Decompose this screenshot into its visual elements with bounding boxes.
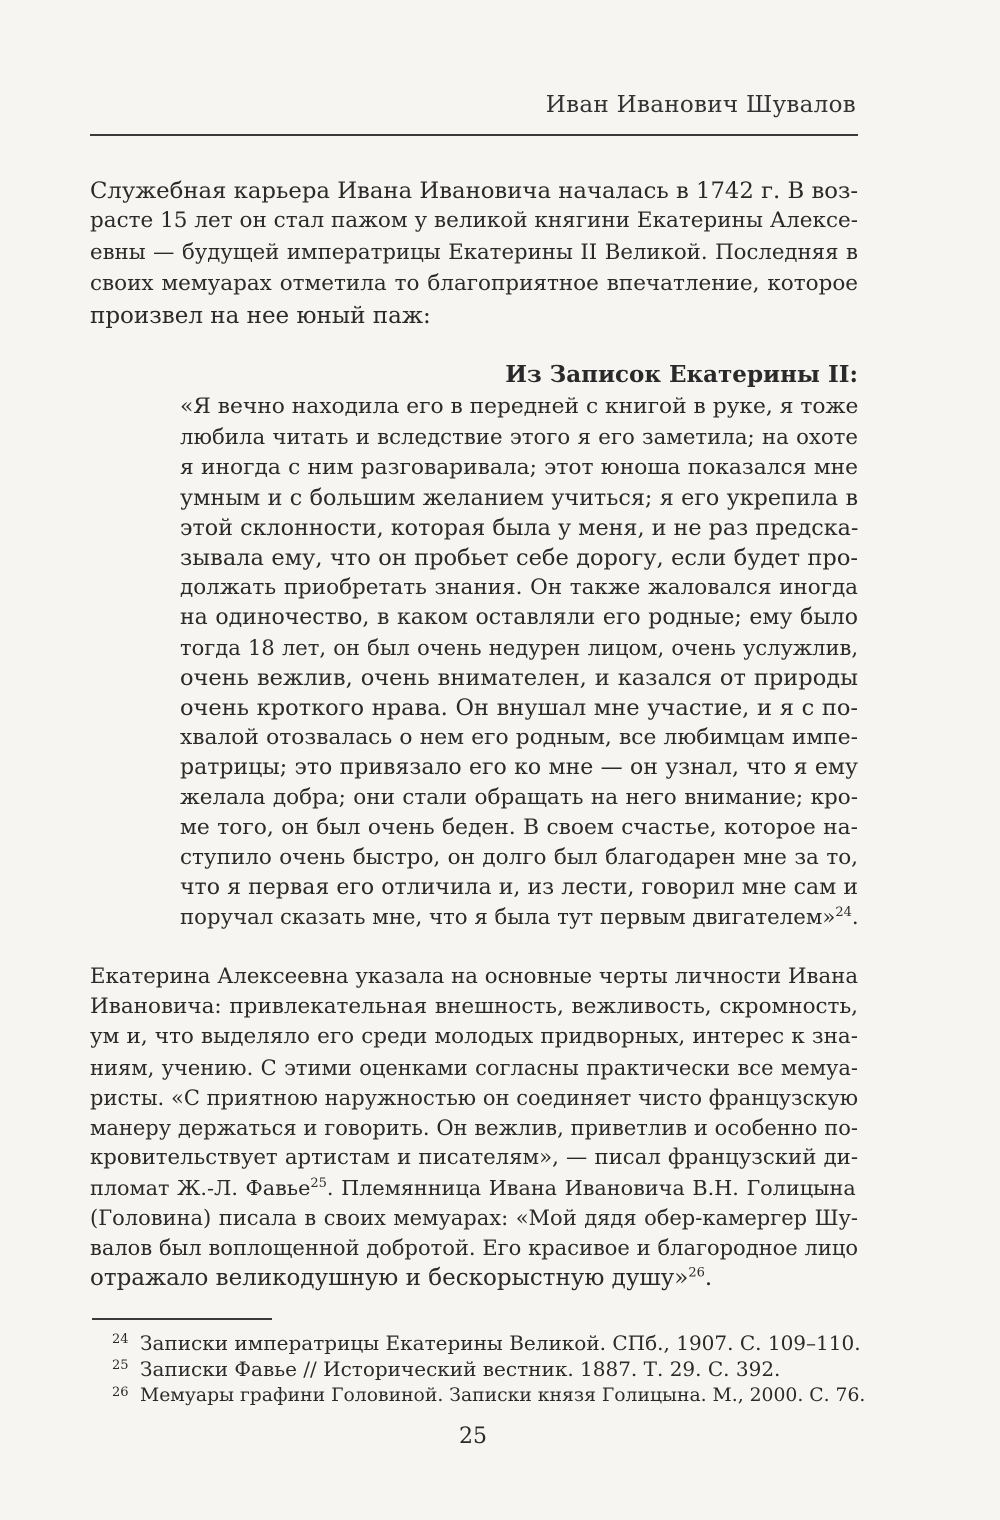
quote-line: хвалой отозвалась о нем его родным, все любимцам импе- xyxy=(180,725,858,750)
text-line: ум и, что выделяло его среди молодых придворных, интерес к зна- xyxy=(90,1024,858,1049)
footnote-ref-24[interactable]: 24 xyxy=(835,904,852,920)
text-segment: пломат Ж.-Л. Фавье xyxy=(90,1176,311,1200)
quote-line: я иногда с ним разговаривала; этот юноша показался мне xyxy=(180,455,858,480)
quote-last-text: поручал сказать мне, что я была тут первым двигателем» xyxy=(180,905,836,930)
footnote xyxy=(112,1384,872,1408)
text-segment: отражало великодушную и бескорыстную душу» xyxy=(90,1265,689,1291)
quote-line: желала добра; они стали обращать на него внимание; кро- xyxy=(180,785,858,810)
quote-line: ратрицы; это привязало его ко мне — он узнал, что я ему xyxy=(180,755,858,780)
text-line: ристы. «С приятною наружностью он соединяет чисто французскую xyxy=(90,1086,858,1110)
text-line: своих мемуарах отметила то благоприятное впечатление, которое xyxy=(90,271,858,296)
text-line: евны — будущей императрицы Екатерины II Великой. Последняя в xyxy=(90,240,858,265)
header-rule xyxy=(90,134,858,136)
footnote-text: Мемуары графини Головиной. Записки князя Голицына. М., 2000. С. 76. xyxy=(140,1385,866,1406)
quote-line: очень вежлив, очень внимателен, и казался от природы xyxy=(180,665,858,691)
running-title: Иван Иванович Шувалов xyxy=(545,92,856,118)
text-line xyxy=(90,1174,858,1204)
quote-line: ступило очень быстро, он долго был благодарен мне за то, xyxy=(180,845,858,870)
text-line: Служебная карьера Ивана Ивановича началась в 1742 г. В воз- xyxy=(90,178,859,204)
footnote-number: 25 xyxy=(112,1358,129,1373)
quote-line: умным и с большим желанием учиться; я его укрепила в xyxy=(180,485,858,511)
footnote-number: 24 xyxy=(112,1332,129,1347)
footnote xyxy=(112,1331,872,1355)
text-line: Екатерина Алексеевна указала на основные черты личности Ивана xyxy=(90,964,858,989)
footnote-text: Записки императрицы Екатерины Великой. СПб., 1907. С. 109–110. xyxy=(140,1331,861,1355)
quote-line: ме того, он был очень беден. В своем счастье, которое на- xyxy=(180,815,858,840)
quote-line: «Я вечно находила его в передней с книгой в руке, я тоже xyxy=(180,394,859,419)
text-line: произвел на нее юный паж: xyxy=(90,303,431,329)
footnote-ref-25[interactable]: 25 xyxy=(310,1176,327,1192)
footnote-number: 26 xyxy=(112,1385,129,1400)
quote-line: на одиночество, в каком оставляли его родные; ему было xyxy=(180,605,858,630)
quote-line: должать приобретать знания. Он также жаловался иногда xyxy=(180,575,858,600)
text-line: кровительствует артистам и писателям», — писал французский ди- xyxy=(90,1145,858,1170)
footnote xyxy=(112,1357,872,1381)
quote-line: любила читать и вследствие этого я его заметила; на охоте xyxy=(180,425,858,450)
text-line: Ивановича: привлекательная внешность, вежливость, скромность, xyxy=(90,994,858,1019)
quote-line: тогда 18 лет, он был очень недурен лицом, очень услужлив, xyxy=(180,636,858,660)
text-line: расте 15 лет он стал пажом у великой княгини Екатерины Алексе- xyxy=(90,208,858,233)
footnote-rule xyxy=(92,1318,272,1320)
quote-line: что я первая его отличила и, из лести, говорил мне сам и xyxy=(180,875,858,900)
footnote-text: Записки Фавье // Исторический вестник. 1887. Т. 29. С. 392. xyxy=(140,1357,781,1381)
quote-line: этой склонности, которая была у меня, и не раз предска- xyxy=(180,515,859,541)
footnote-ref-26[interactable]: 26 xyxy=(688,1265,705,1281)
text-line: (Головина) писала в своих мемуарах: «Мой дядя обер-камергер Шу- xyxy=(90,1206,858,1230)
text-segment: . Племянница Ивана Ивановича В.Н. Голицына xyxy=(326,1176,856,1200)
text-line: ниям, учению. С этими оценками согласны практически все мемуа- xyxy=(90,1056,858,1080)
quote-attribution: Из Записок Екатерины II: xyxy=(505,361,858,388)
quote-line: очень кроткого нрава. Он внушал мне участие, и я с по- xyxy=(180,695,858,721)
page-number: 25 xyxy=(459,1424,487,1449)
quote-line: зывала ему, что он пробьет себе дорогу, если будет про- xyxy=(180,545,858,571)
text-line: манеру держаться и говорить. Он вежлив, приветлив и особенно по- xyxy=(90,1116,858,1140)
text-line xyxy=(90,1264,858,1294)
text-line: валов был воплощенной добротой. Его красивое и благородное лицо xyxy=(90,1236,858,1260)
text-segment: . xyxy=(704,1265,713,1291)
quote-line-last: поручал сказать мне, что я была тут первым двигателем»$^{24}$. xyxy=(180,904,859,930)
